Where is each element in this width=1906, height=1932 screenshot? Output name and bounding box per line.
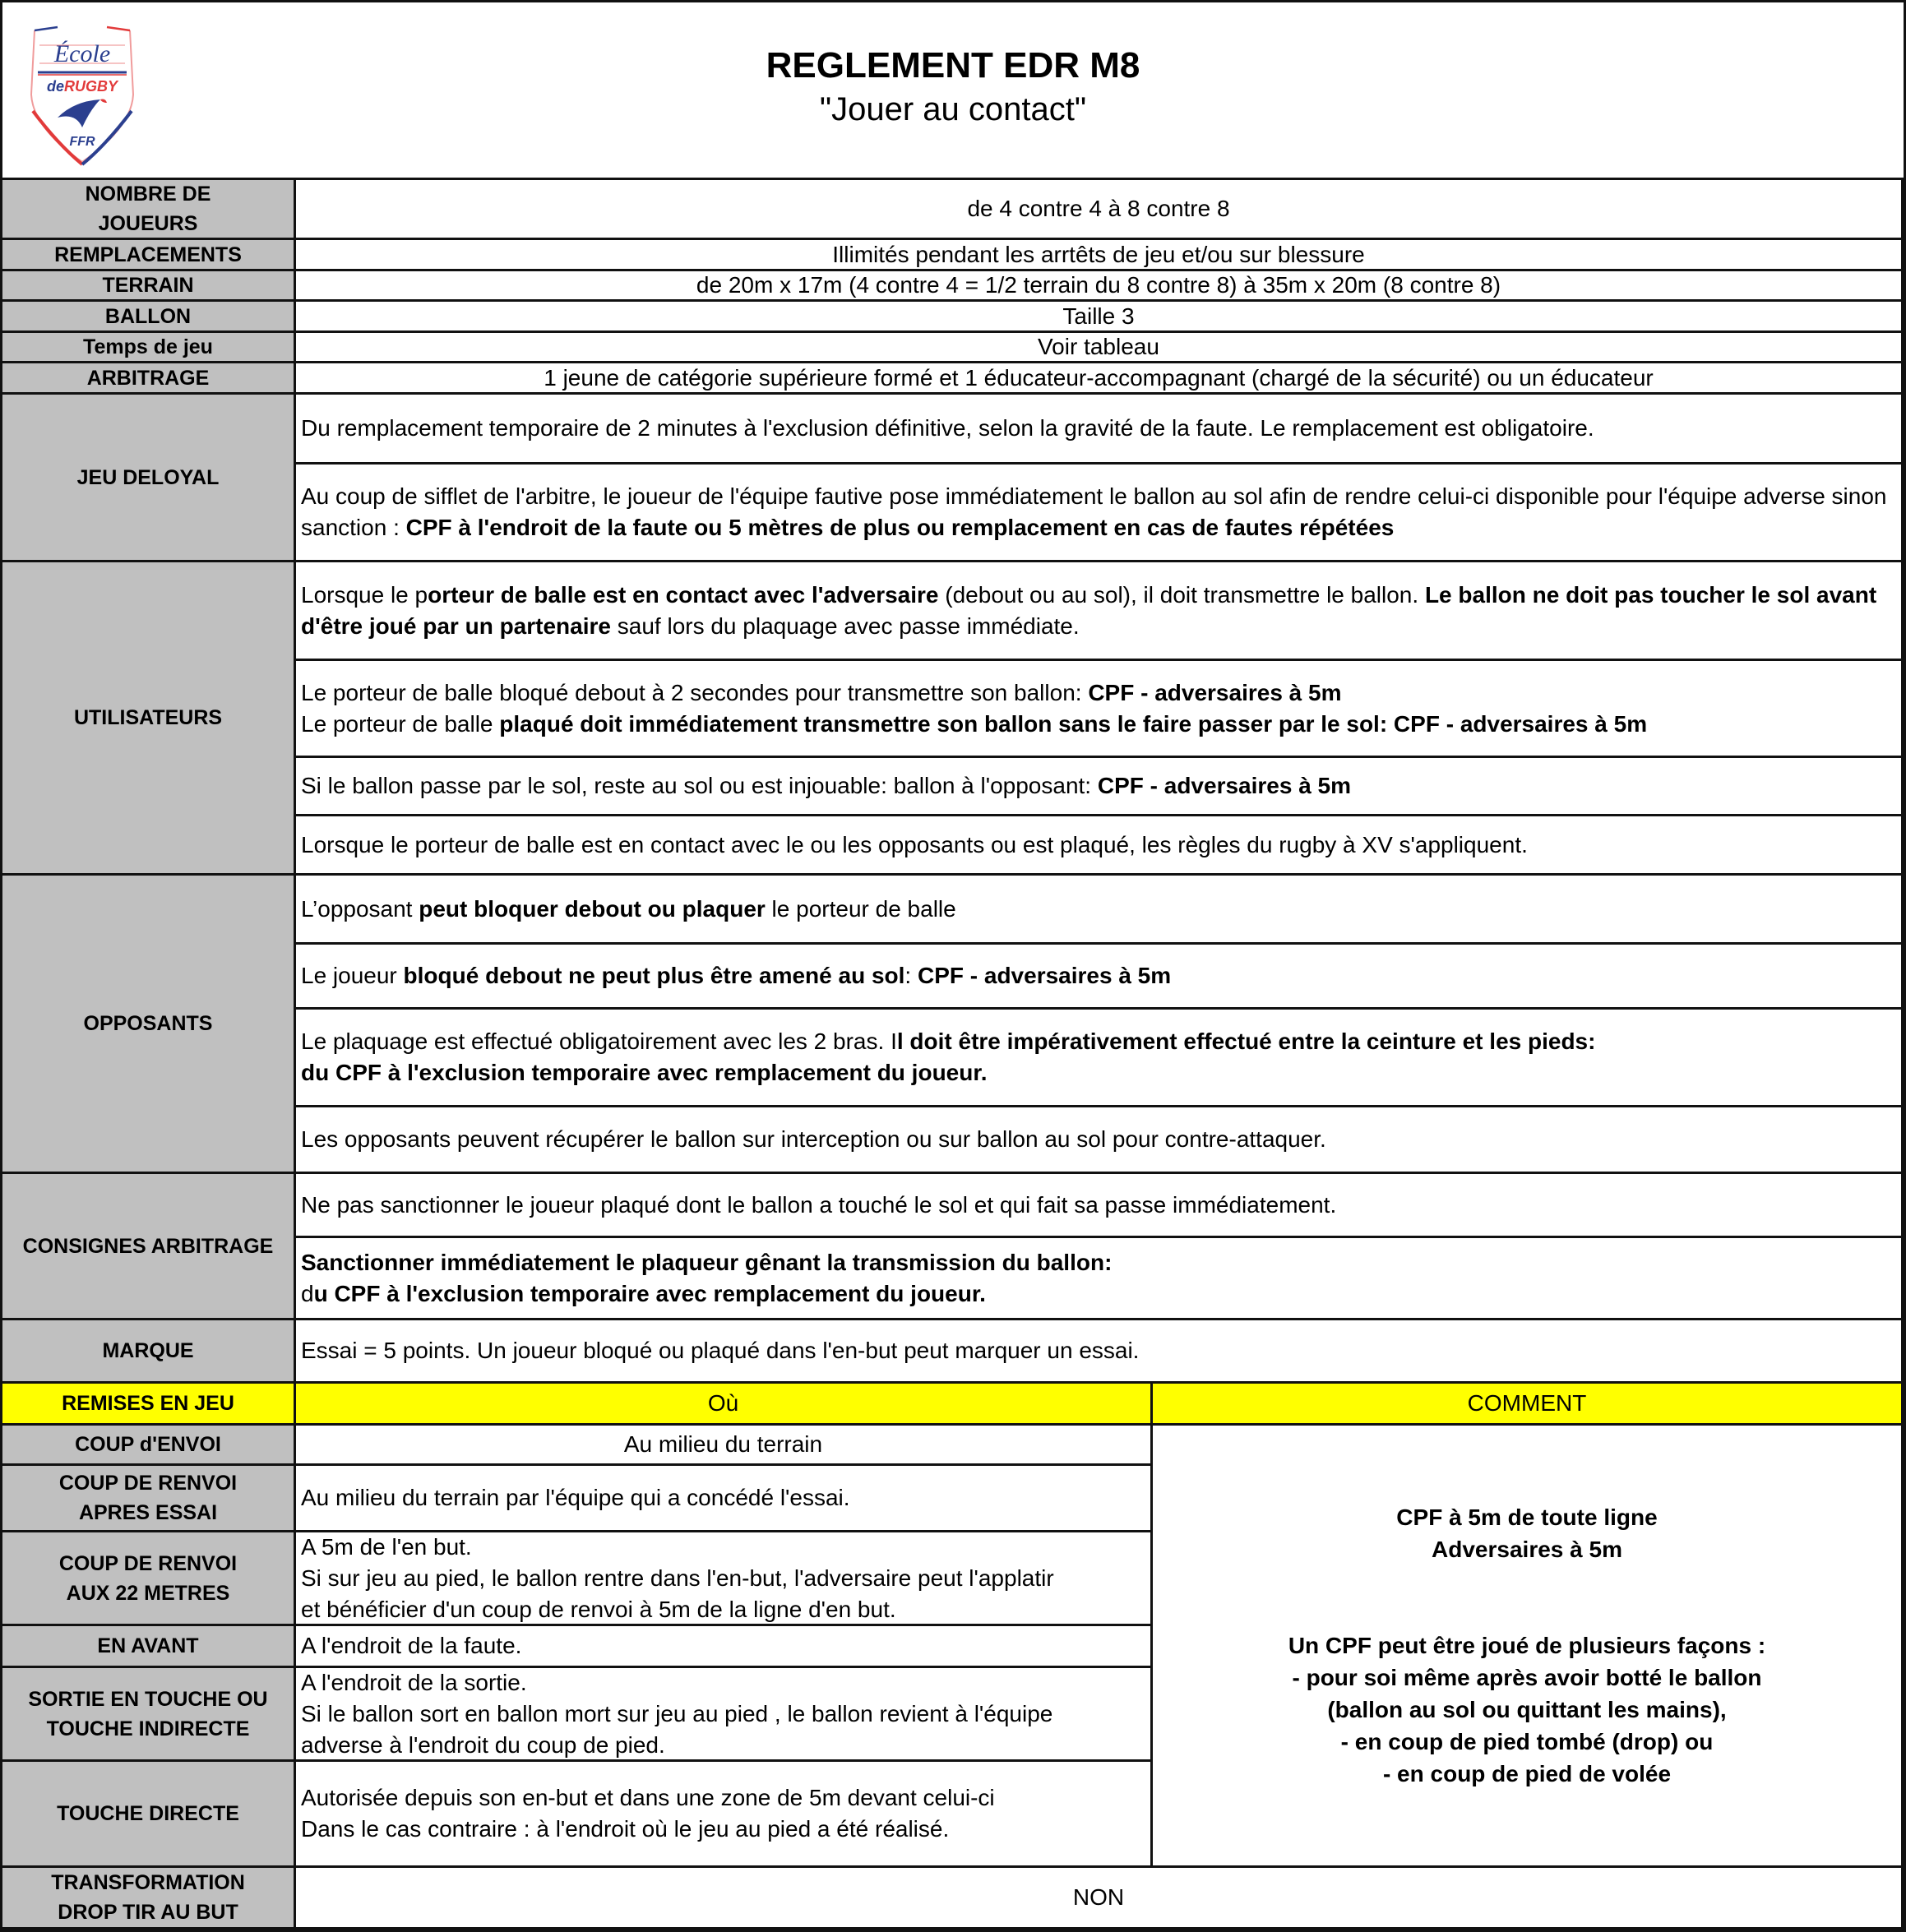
ou-en-avant: A l'endroit de la faute. <box>296 1626 1153 1668</box>
value-nombre-de-joueurs: de 4 contre 4 à 8 contre 8 <box>296 180 1904 240</box>
utilisateurs-rule-4: Lorsque le porteur de balle est en contact avec le ou les opposants ou est plaqué, les règles du rugby à XV s'appliquent. <box>296 816 1904 876</box>
utilisateurs-rule-1: Lorsque le porteur de balle est en contact avec l'adversaire (debout ou au sol), il doit transmettre le ballon. Le ballon ne doit pas toucher le sol avant d'être joué par un partenaire sauf lors du plaquage avec passe immédiate. <box>296 562 1904 661</box>
label-opposants: OPPOSANTS <box>2 876 296 1174</box>
logo-ecole-text: École <box>53 40 111 67</box>
utilisateurs-rule-2: Le porteur de balle bloqué debout à 2 secondes pour transmettre son ballon: CPF - adversaires à 5m Le porteur de balle plaqué doit immédiatement transmettre son ballon sans le faire passer par le sol: CPF - adversaires à 5m <box>296 661 1904 758</box>
consignes-rule-1: Ne pas sanctionner le joueur plaqué dont le ballon a touché le sol et qui fait sa passe immédiatement. <box>296 1174 1904 1238</box>
comment-line: Adversaires à 5m <box>1432 1537 1622 1562</box>
column-header-ou: Où <box>296 1384 1153 1426</box>
label-en-avant: EN AVANT <box>2 1626 296 1668</box>
label-terrain: TERRAIN <box>2 271 296 302</box>
label-consignes-arbitrage: CONSIGNES ARBITRAGE <box>2 1174 296 1320</box>
label-sortie-en-touche: SORTIE EN TOUCHE OU TOUCHE INDIRECTE <box>2 1668 296 1762</box>
value-temps-de-jeu: Voir tableau <box>296 333 1904 363</box>
ou-coup-de-renvoi-apres-essai: Au milieu du terrain par l'équipe qui a concédé l'essai. <box>296 1466 1153 1532</box>
ou-touche-directe: Autorisée depuis son en-but et dans une zone de 5m devant celui-ci Dans le cas contraire : à l'endroit où le jeu au pied a été réalisé. <box>296 1762 1153 1868</box>
value-ballon: Taille 3 <box>296 302 1904 333</box>
column-header-comment: COMMENT <box>1153 1384 1904 1426</box>
label-coup-de-renvoi-22-metres: COUP DE RENVOI AUX 22 METRES <box>2 1532 296 1626</box>
consignes-rule-2: Sanctionner immédiatement le plaqueur gênant la transmission du ballon: du CPF à l'exclusion temporaire avec remplacement du joueur. <box>296 1238 1904 1320</box>
comment-line: - en coup de pied tombé (drop) ou <box>1340 1729 1714 1754</box>
label-temps-de-jeu: Temps de jeu <box>2 333 296 363</box>
value-marque: Essai = 5 points. Un joueur bloqué ou plaqué dans l'en-but peut marquer un essai. <box>296 1320 1904 1384</box>
value-terrain: de 20m x 17m (4 contre 4 = 1/2 terrain du 8 contre 8) à 35m x 20m (8 contre 8) <box>296 271 1904 302</box>
label-coup-de-renvoi-apres-essai: COUP DE RENVOI APRES ESSAI <box>2 1466 296 1532</box>
label-nombre-de-joueurs: NOMBRE DE JOUEURS <box>2 180 296 240</box>
comment-line: CPF à 5m de toute ligne <box>1396 1504 1658 1530</box>
label-jeu-deloyal: JEU DELOYAL <box>2 395 296 562</box>
label-remplacements: REMPLACEMENTS <box>2 240 296 271</box>
page-title: REGLEMENT EDR M8 <box>766 45 1140 86</box>
logo-de-text: de <box>46 78 64 95</box>
ou-coup-d-envoi: Au milieu du terrain <box>296 1426 1153 1466</box>
jeu-deloyal-rule-1: Du remplacement temporaire de 2 minutes à l'exclusion définitive, selon la gravité de la faute. Le remplacement est obligatoire. <box>296 395 1904 465</box>
comment-line: - pour soi même après avoir botté le ballon <box>1292 1665 1762 1690</box>
label-touche-directe: TOUCHE DIRECTE <box>2 1762 296 1868</box>
label-marque: MARQUE <box>2 1320 296 1384</box>
logo-rugby-text: RUGBY <box>64 78 118 95</box>
ou-sortie-en-touche: A l'endroit de la sortie. Si le ballon sort en ballon mort sur jeu au pied , le ballon revient à l'équipe adverse à l'endroit du coup de pied. <box>296 1668 1153 1762</box>
utilisateurs-rule-3: Si le ballon passe par le sol, reste au sol ou est injouable: ballon à l'opposant: CPF - adversaires à 5m <box>296 758 1904 816</box>
opposants-rule-4: Les opposants peuvent récupérer le ballon sur interception ou sur ballon au sol pour contre-attaquer. <box>296 1107 1904 1174</box>
opposants-rule-2: Le joueur bloqué debout ne peut plus être amené au sol: CPF - adversaires à 5m <box>296 945 1904 1010</box>
ou-coup-de-renvoi-22-metres: A 5m de l'en but. Si sur jeu au pied, le ballon rentre dans l'en-but, l'adversaire peut l'applatir et bénéficier d'un coup de renvoi à 5m de la ligne d'en but. <box>296 1532 1153 1626</box>
comment-line: (ballon au sol ou quittant les mains), <box>1327 1697 1727 1722</box>
label-coup-d-envoi: COUP d'ENVOI <box>2 1426 296 1466</box>
value-arbitrage: 1 jeune de catégorie supérieure formé et 1 éducateur-accompagnant (chargé de la sécurité) ou un éducateur <box>296 363 1904 395</box>
opposants-rule-3: Le plaquage est effectué obligatoirement avec les 2 bras. Il doit être impérativement effectué entre la ceinture et les pieds: du CPF à l'exclusion temporaire avec remplacement du joueur. <box>296 1010 1904 1107</box>
comment-line: Un CPF peut être joué de plusieurs façons : <box>1288 1633 1766 1658</box>
label-utilisateurs: UTILISATEURS <box>2 562 296 876</box>
logo-ffr-text: FFR <box>69 135 95 149</box>
opposants-rule-1: L’opposant peut bloquer debout ou plaquer le porteur de balle <box>296 876 1904 945</box>
label-transformation: TRANSFORMATION DROP TIR AU BUT <box>2 1868 296 1930</box>
value-remplacements: Illimités pendant les arrtêts de jeu et/ou sur blessure <box>296 240 1904 271</box>
jeu-deloyal-rule-2: Au coup de sifflet de l'arbitre, le joueur de l'équipe fautive pose immédiatement le ballon au sol afin de rendre celui-ci disponible pour l'équipe adverse sinon sanction : CPF à l'endroit de la faute ou 5 mètres de plus ou remplacement en cas de fautes répétées <box>296 465 1904 562</box>
label-remises-en-jeu: REMISES EN JEU <box>2 1384 296 1426</box>
value-transformation: NON <box>296 1868 1904 1930</box>
comment-line: - en coup de pied de volée <box>1382 1761 1672 1786</box>
page-subtitle: "Jouer au contact" <box>819 91 1087 127</box>
label-ballon: BALLON <box>2 302 296 333</box>
label-arbitrage: ARBITRAGE <box>2 363 296 395</box>
comment-cpf <box>1153 1426 1904 1868</box>
